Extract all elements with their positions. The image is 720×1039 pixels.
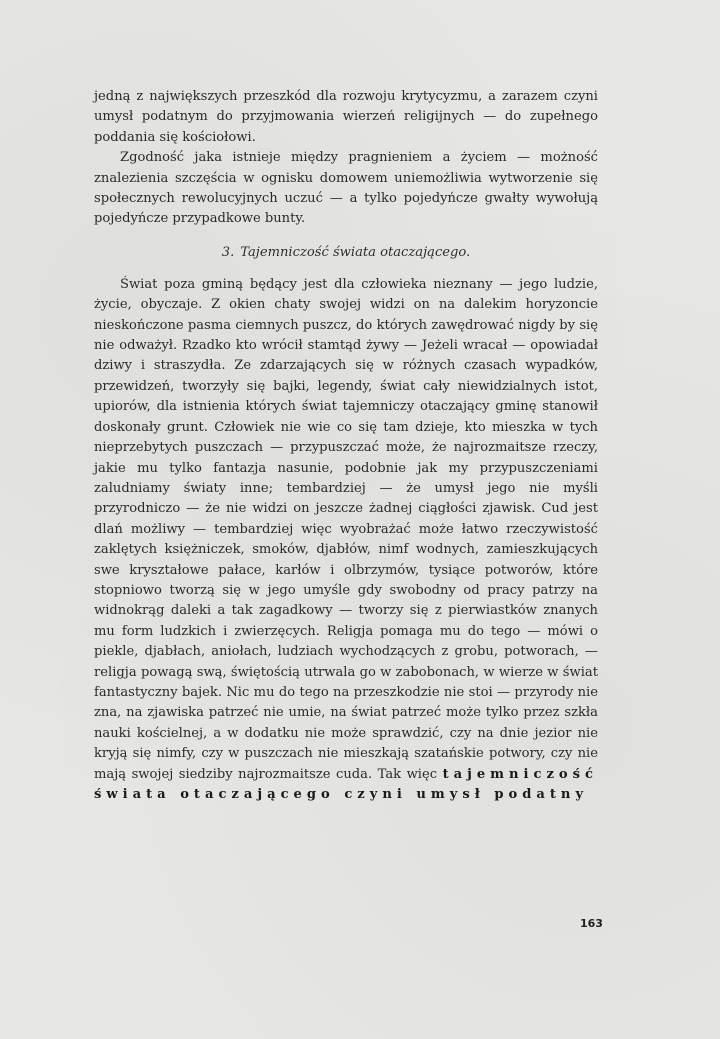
text-body [94,87,598,805]
paragraph-mysterious-world [94,275,598,806]
paragraph-continuation: jedną z największych przeszkód dla rozwoju krytycyzmu, a zarazem czyni umysł podatnym do przyjmowania wierzeń religijnych — do zupełnego poddania się kościołowi. [94,89,598,145]
paragraph-text: Świat poza gminą będący jest dla człowieka nieznany — jego ludzie, życie, obyczaje. Z okien chaty swojej widzi on na dalekim horyzoncie nieskończone pasma ciemnych puszcz, do których zawędrować nigdy by się nie odważył. Rzadko kto wrócił stamtąd żywy — Jeżeli wracał — opowiadał dziwy i straszydła. Ze zdarzających się w różnych czasach wypadków, przewidzeń, tworzyły się bajki, legendy, świat cały niewidzialnych istot, upiorów, dla istnienia których świat tajemniczy otaczający gminę stanowił doskonały grunt. Człowiek nie wie co się tam dzieje, kto mieszka w tych nieprzebytych puszczach — przypuszczać może, że najrozmaitsze rzeczy, jakie mu tylko fantazja nasunie, podobnie jak my przypuszczeniami zaludniamy światy inne; tembardziej — że umysł jego nie myśli przyrodniczo — że nie widzi on jeszcze żadnej ciągłości zjawisk. Cud jest dlań możliwy — tembardziej więc wyobrażać może łatwo rzeczywistość zaklętych księżniczek, smoków, djabłów, nimf wodnych, zamieszkujących swe kryształowe pałace, karłów i olbrzymów, tysiące potworów, które stopniowo tworzą się w jego umyśle gdy swobodny od pracy patrzy na widnokrąg daleki a tak zagadkowy — tworzy się z pierwiastków znanych mu form ludzkich i zwierzęcych. Religja pomaga mu do tego — mówi o piekle, djabłach, aniołach, ludziach wychodzących z grobu, potworach, — religja powagą swą, świętością utrwala go w zabobonach, w wierze w świat fantastyczny bajek. Nic mu do tego na przeszkodzie nie stoi — przyrody nie zna, na zjawiska patrzeć nie umie, na świat patrzeć może tylko przez szkła nauki kościelnej, a w dodatku nie może sprawdzić, czy na dnie jezior nie kryją się nimfy, czy w puszczach nie mieszkają szatańskie potwory, czy nie mają swojej siedziby najrozmaitsze cuda. Tak więc [94,276,598,782]
section-number: 3. [221,244,235,260]
spaced-emphasis: tajemniczość świata otaczającego czyni umysł podatny [94,766,598,802]
paragraph-harmony: Zgodność jaka istnieje między pragnieniem a życiem — możność znalezienia szczęścia w ognisku domowem uniemożliwia wytworzenie się społecznych rewolucyjnych uczuć — a tylko pojedyńcze gwałty wywołują pojedyńcze przypadkowe bunty. [94,150,598,227]
section-heading [94,243,598,263]
page-number: 163 [580,917,603,930]
section-title: Tajemniczość świata otaczającego. [240,244,471,260]
